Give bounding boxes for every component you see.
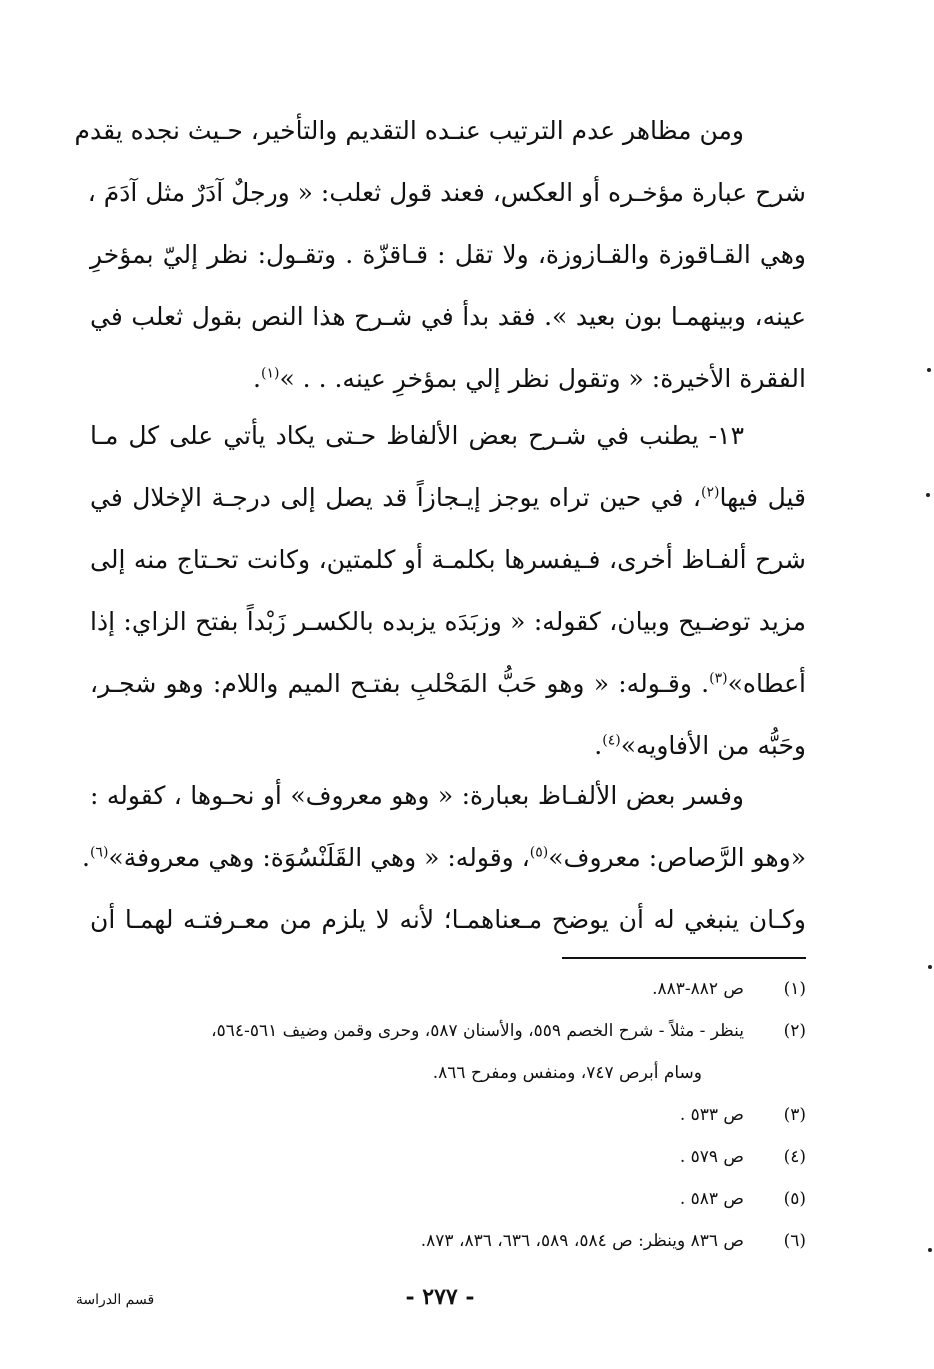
footnote-ref: (٥): [529, 844, 549, 861]
footnote-item: [90, 968, 806, 1010]
punctuation: .: [594, 731, 603, 760]
footnote-number: (٥): [783, 1189, 806, 1209]
text-line: عينه، وبينهمـا بون بعيد ». فقد بدأ في شـرح هذا النص بقول ثعلب في: [90, 302, 806, 331]
footnote-continuation: [90, 1052, 806, 1094]
footnote-ref: (٢): [700, 484, 720, 501]
text-line: شرح ألفـاظ أخرى، فـيفسرها بكلمـة أو كلمتين، وكانت تحـتاج منه إلى: [90, 545, 806, 574]
footnote-text: ص ٥٨٣ .: [679, 1189, 744, 1209]
footnote-text: ص ٨٣٦ وينظر: ص ٥٨٤، ٥٨٩، ٦٣٦، ٨٣٦، ٨٧٣.: [420, 1231, 744, 1251]
text-line: وكـان ينبغي له أن يوضح مـعناهمـا؛ لأنه لا يلزم من معـرفتـه لهمـا أن: [90, 905, 806, 934]
footnote-text: ص ٥٧٩ .: [679, 1147, 744, 1167]
footnote-item: [90, 1178, 806, 1220]
footnote-ref: (٦): [89, 844, 109, 861]
footnote-ref: (٣): [709, 670, 728, 687]
footnote-text: ص ٥٣٣ .: [679, 1105, 744, 1125]
footnote-number: (٢): [783, 1021, 806, 1041]
text-segment: الفقرة الأخيرة: « وتقول نظر إلي بمؤخرِ عينه. . . »: [279, 364, 806, 393]
paragraph-2: [90, 405, 806, 777]
footnote-item: [90, 1094, 806, 1136]
page-number: - ٢٧٧ -: [405, 1284, 475, 1310]
text-line: شرح عبارة مؤخـره أو العكس، فعند قول ثعلب: « ورجلٌ آدَرٌ مثل آدَمَ ،: [87, 178, 806, 207]
text-segment: ، في حين تراه يوجز إيـجازاً قد يصل إلى درجـة الإخلال في: [90, 483, 701, 512]
text-line: مزيد توضـيح وبيان، كقوله: « وزبَدَه يزبده بالكسـر زَبْداً بفتح الزاي: إذا: [90, 607, 806, 636]
text-line: ١٣- يطنب في شـرح بعض الألفاظ حـتى يكاد يأتي على كل مـا: [90, 421, 744, 450]
footnote-number: (١): [783, 979, 806, 999]
footnotes: [90, 968, 806, 1262]
punctuation: .: [82, 843, 90, 872]
running-footer: قسم الدراسة: [75, 1292, 155, 1308]
scan-mark: [928, 965, 932, 969]
footnote-number: (٤): [783, 1147, 806, 1167]
text-line: [90, 467, 806, 529]
footnote-item: [90, 1220, 806, 1262]
footnote-separator: [562, 957, 806, 959]
text-segment: قيل فيها: [719, 483, 806, 512]
text-segment: أعطاه»: [727, 669, 806, 698]
text-segment: . وقـوله: « وهو حَبُّ المَحْلبِ بفتـح الميم واللام: وهو شجـر،: [90, 669, 710, 698]
text-line: وفسر بعض الألفـاظ بعبارة: « وهو معروف» أو نحـوها ، كقوله :: [90, 781, 744, 810]
footnote-item: [90, 1010, 806, 1052]
scan-mark: [926, 493, 930, 497]
footnote-number: (٣): [783, 1105, 806, 1125]
scan-mark: [927, 368, 931, 372]
text-segment: «وهو الرَّصاص: معروف»: [548, 843, 806, 872]
text-line: [90, 348, 806, 410]
scan-mark: [928, 1248, 932, 1252]
footnote-number: (٦): [783, 1231, 806, 1251]
text-line: [90, 653, 806, 715]
text-segment: ، وقوله: « وهي القَلَنْسُوَة: وهي معروفة»: [108, 843, 530, 872]
text-line: ومن مظاهر عدم الترتيب عنـده التقديم والتأخير، حـيث نجده يقدم: [74, 116, 744, 145]
punctuation: .: [253, 364, 261, 393]
footnote-item: [90, 1136, 806, 1178]
footnote-text: ص ٨٨٢-٨٨٣.: [652, 979, 744, 999]
paragraph-1: [74, 100, 806, 410]
footnote-text: وسام أبرص ٧٤٧، ومنفس ومفرح ٨٦٦.: [432, 1063, 702, 1083]
footnote-text: ينظر - مثلاً - شرح الخصم ٥٥٩، والأسنان ٥٨٧، وحرى وقمن وضيف ٥٦١-٥٦٤،: [211, 1021, 744, 1041]
text-line: وهي القـاقوزة والقـازوزة، ولا تقل : قـاقزّة . وتقـول: نظر إليّ بمؤخرِ: [90, 240, 806, 269]
paragraph-3: [82, 765, 806, 951]
text-segment: وحَبُّه من الأفاويه»: [620, 731, 806, 760]
footnote-ref: (٤): [602, 732, 621, 749]
text-line: [82, 827, 806, 889]
footnote-ref: (١): [260, 365, 280, 382]
